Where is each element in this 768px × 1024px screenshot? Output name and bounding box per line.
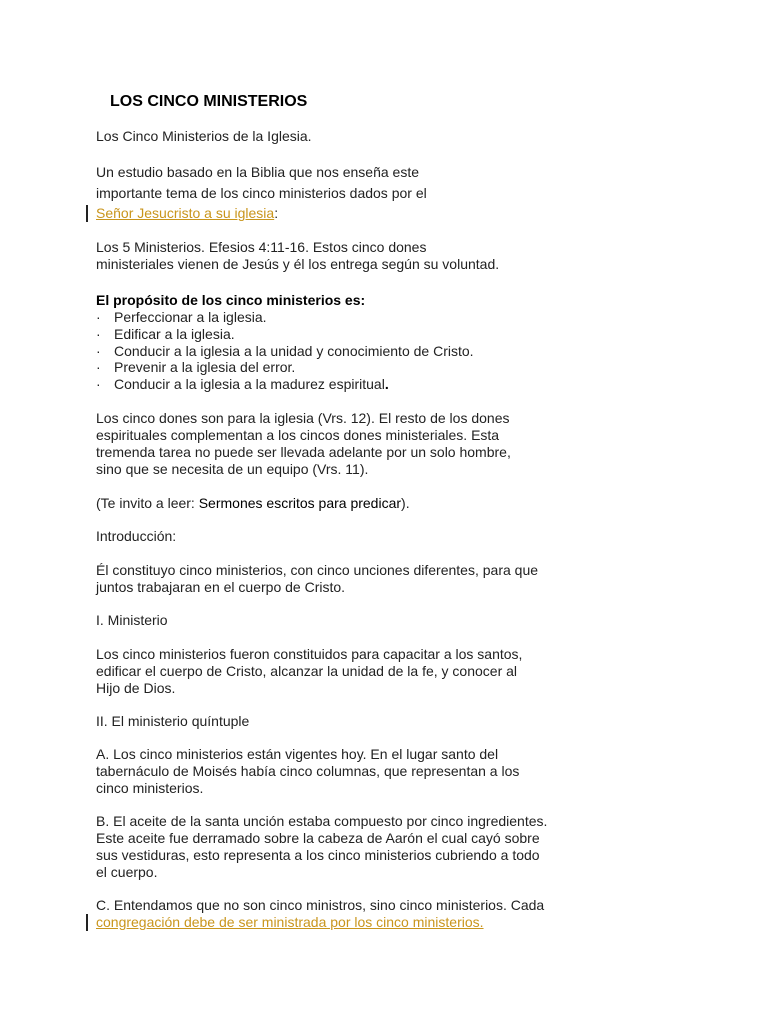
pb-line-2: Este aceite fue derramado sobre la cabeza de Aarón el cual cayó sobre [96, 830, 540, 846]
bullet-icon: · [96, 326, 101, 342]
list-item: · Perfeccionar a la iglesia. [96, 309, 267, 325]
list-item: · Prevenir a la iglesia del error. [96, 359, 296, 375]
pb-line-4: el cuerpo. [96, 864, 158, 880]
pc-line-1: C. Entendamos que no son cinco ministros, sino cinco ministerios. Cada [96, 897, 545, 913]
intro-link-suffix: : [274, 205, 279, 221]
pa-line-1: A. Los cinco ministerios están vigentes hoy. En el lugar santo del [96, 746, 499, 762]
introduction-heading: Introducción: [96, 528, 177, 544]
section-2-heading: II. El ministerio quíntuple [96, 713, 250, 729]
p4-line-1: Los cinco ministerios fueron constituidos para capacitar a los santos, [96, 646, 523, 662]
text-cursor [86, 205, 88, 222]
list-item: · Edificar a la iglesia. [96, 326, 235, 342]
congregacion-link[interactable]: congregación debe de ser ministrada por los cinco ministerios. [96, 914, 484, 930]
p2-line-1: Los cinco dones son para la iglesia (Vrs. 12). El resto de los dones [96, 410, 510, 426]
p3-line-1: Él constituyo cinco ministerios, con cinco unciones diferentes, para que [96, 562, 539, 578]
purpose-heading: El propósito de los cinco ministerios es: [96, 292, 366, 308]
p1-line-2: ministeriales vienen de Jesús y él los entrega según su voluntad. [96, 256, 500, 272]
bullet-icon: · [96, 376, 101, 392]
p4-line-3: Hijo de Dios. [96, 680, 176, 696]
list-item: · Conducir a la iglesia a la unidad y conocimiento de Cristo. [96, 343, 474, 359]
p4-line-2: edificar el cuerpo de Cristo, alcanzar la unidad de la fe, y conocer al [96, 663, 518, 679]
intro-line-1: Un estudio basado en la Biblia que nos enseña este [96, 164, 420, 180]
pc-line-2 [96, 914, 484, 931]
list-item-period: . [384, 376, 389, 392]
intro-line-2: importante tema de los cinco ministerios dados por el [96, 185, 427, 201]
p3-line-2: juntos trabajaran en el cuerpo de Cristo. [96, 579, 346, 595]
senor-jesucristo-link[interactable]: Señor Jesucristo a su iglesia [96, 205, 275, 221]
subtitle: Los Cinco Ministerios de la Iglesia. [96, 128, 312, 144]
p2-line-3: tremenda tarea no puede ser llevada adelante por un solo hombre, [96, 444, 511, 460]
intro-line-3 [96, 205, 278, 222]
text-cursor [86, 914, 88, 931]
bullet-icon: · [96, 359, 101, 375]
bullet-icon: · [96, 309, 101, 325]
pa-line-2: tabernáculo de Moisés había cinco columnas, que representan a los [96, 763, 520, 779]
p2-line-4: sino que se necesita de un equipo (Vrs. 11). [96, 461, 369, 477]
invite-line: (Te invito a leer: Sermones escritos para predicar). [96, 495, 410, 511]
section-1-heading: I. Ministerio [96, 612, 168, 628]
bullet-icon: · [96, 343, 101, 359]
p1-line-1: Los 5 Ministerios. Efesios 4:11-16. Estos cinco dones [96, 239, 427, 255]
pb-line-1: B. El aceite de la santa unción estaba compuesto por cinco ingredientes. [96, 813, 548, 829]
pb-line-3: sus vestiduras, esto representa a los cinco ministerios cubriendo a todo [96, 847, 540, 863]
sermones-link[interactable]: Sermones escritos para predicar [198, 495, 402, 511]
document-title: LOS CINCO MINISTERIOS [110, 93, 308, 110]
p2-line-2: espirituales complementan a los cincos dones ministeriales. Esta [96, 427, 500, 443]
list-item: · Conducir a la iglesia a la madurez espiritual. [96, 376, 389, 392]
pa-line-3: cinco ministerios. [96, 780, 204, 796]
